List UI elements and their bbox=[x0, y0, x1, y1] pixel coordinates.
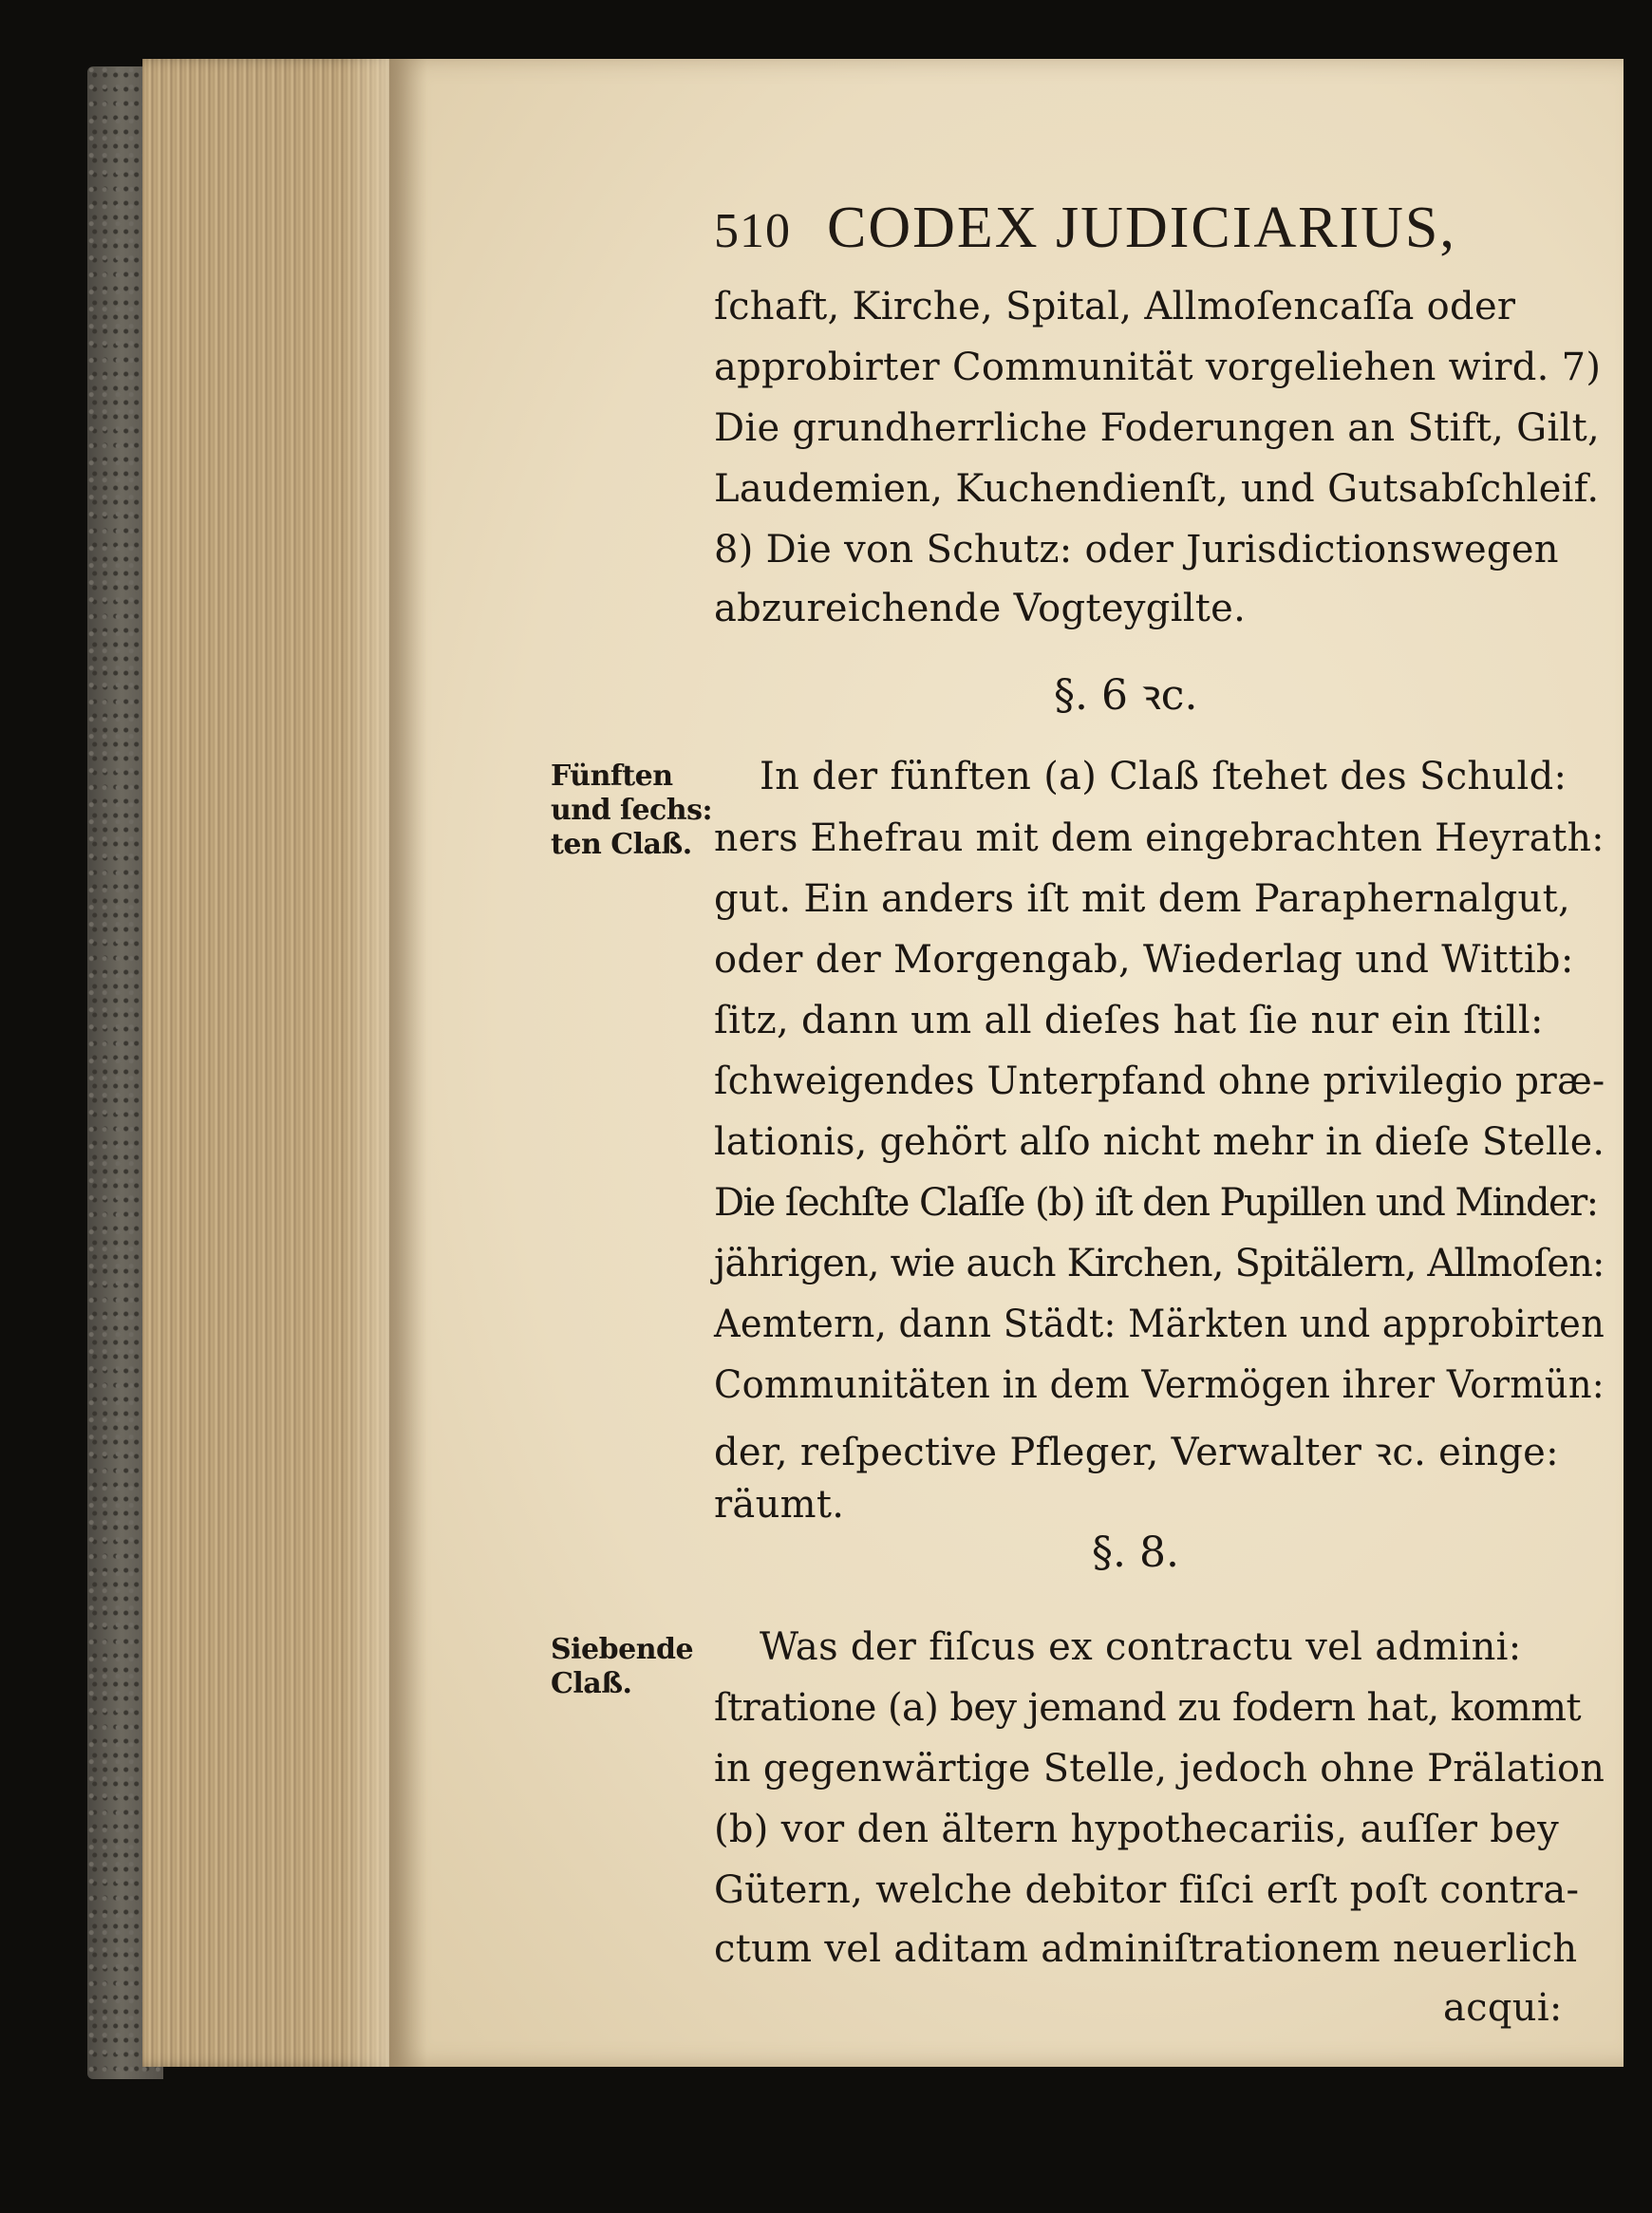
text-line: gut. Ein anders iſt mit dem Paraphernalgut, bbox=[714, 877, 1570, 921]
text-line: ſchweigendes Unterpfand ohne privilegio præ- bbox=[714, 1060, 1605, 1103]
section-heading-6: §. 6 ꝛc. bbox=[1054, 671, 1198, 720]
text-line: ſtratione (a) bey jemand zu fodern hat, kommt bbox=[714, 1686, 1581, 1730]
running-title: CODEX JUDICIARIUS, bbox=[827, 196, 1456, 260]
text-line: in gegenwärtige Stelle, jedoch ohne Prälation bbox=[714, 1747, 1605, 1791]
text-line: lationis, gehört alſo nicht mehr in dieſe Stelle. bbox=[714, 1120, 1605, 1164]
text-line: Gütern, welche debitor fiſci erſt poſt contra- bbox=[714, 1868, 1580, 1912]
margin-note-line: ten Claß. bbox=[551, 828, 692, 861]
margin-note-line: Siebende bbox=[551, 1633, 694, 1666]
text-line: ſchaft, Kirche, Spital, Allmoſencaſſa oder bbox=[714, 285, 1516, 328]
text-line: ners Ehefrau mit dem eingebrachten Heyrath: bbox=[714, 816, 1605, 860]
text-line: Communitäten in dem Vermögen ihrer Vormün: bbox=[714, 1363, 1605, 1407]
text-line: (b) vor den ältern hypothecariis, auſſer bey bbox=[714, 1808, 1560, 1851]
text-line: abzureichende Vogteygilte. bbox=[714, 587, 1247, 630]
margin-note-seventh-class bbox=[551, 1633, 693, 1701]
text-line: Was der fiſcus ex contractu vel admini: bbox=[760, 1625, 1522, 1669]
page-number: 510 bbox=[714, 204, 791, 258]
text-line: Aemtern, dann Städt: Märkten und approbirten bbox=[714, 1303, 1605, 1346]
text-line: oder der Morgengab, Wiederlag und Wittib: bbox=[714, 938, 1574, 982]
margin-note-line: und ſechs: bbox=[551, 794, 713, 827]
text-line: Laudemien, Kuchendienſt, und Gutsabſchleif. bbox=[714, 467, 1600, 511]
margin-note-line: Fünften bbox=[551, 760, 673, 793]
text-line: jährigen, wie auch Kirchen, Spitälern, Allmoſen: bbox=[714, 1242, 1605, 1285]
section-heading-8: §. 8. bbox=[1092, 1528, 1179, 1577]
text-line: In der fünften (a) Claß ſtehet des Schuld: bbox=[760, 755, 1568, 798]
text-line: der, reſpective Pfleger, Verwalter ꝛc. einge: bbox=[714, 1431, 1559, 1474]
gutter-shadow bbox=[389, 59, 427, 2067]
page-header bbox=[714, 195, 1456, 262]
text-line: approbirter Communität vorgeliehen wird. 7) bbox=[714, 346, 1602, 389]
text-line: ſitz, dann um all dieſes hat ſie nur ein ſtill: bbox=[714, 999, 1544, 1042]
text-line: räumt. bbox=[714, 1483, 845, 1527]
text-line: acqui: bbox=[1443, 1986, 1563, 2030]
text-line: Die ſechſte Claſſe (b) iſt den Pupillen und Minder: bbox=[714, 1181, 1598, 1225]
page-edges bbox=[142, 59, 399, 2067]
margin-note-fifth-sixth-class bbox=[551, 760, 712, 862]
text-line: 8) Die von Schutz: oder Jurisdictionswegen bbox=[714, 528, 1559, 572]
text-line: Die grundherrliche Foderungen an Stift, Gilt, bbox=[714, 406, 1600, 450]
margin-note-line: Claß. bbox=[551, 1667, 632, 1700]
text-line: ctum vel aditam adminiſtrationem neuerlich bbox=[714, 1927, 1578, 1971]
